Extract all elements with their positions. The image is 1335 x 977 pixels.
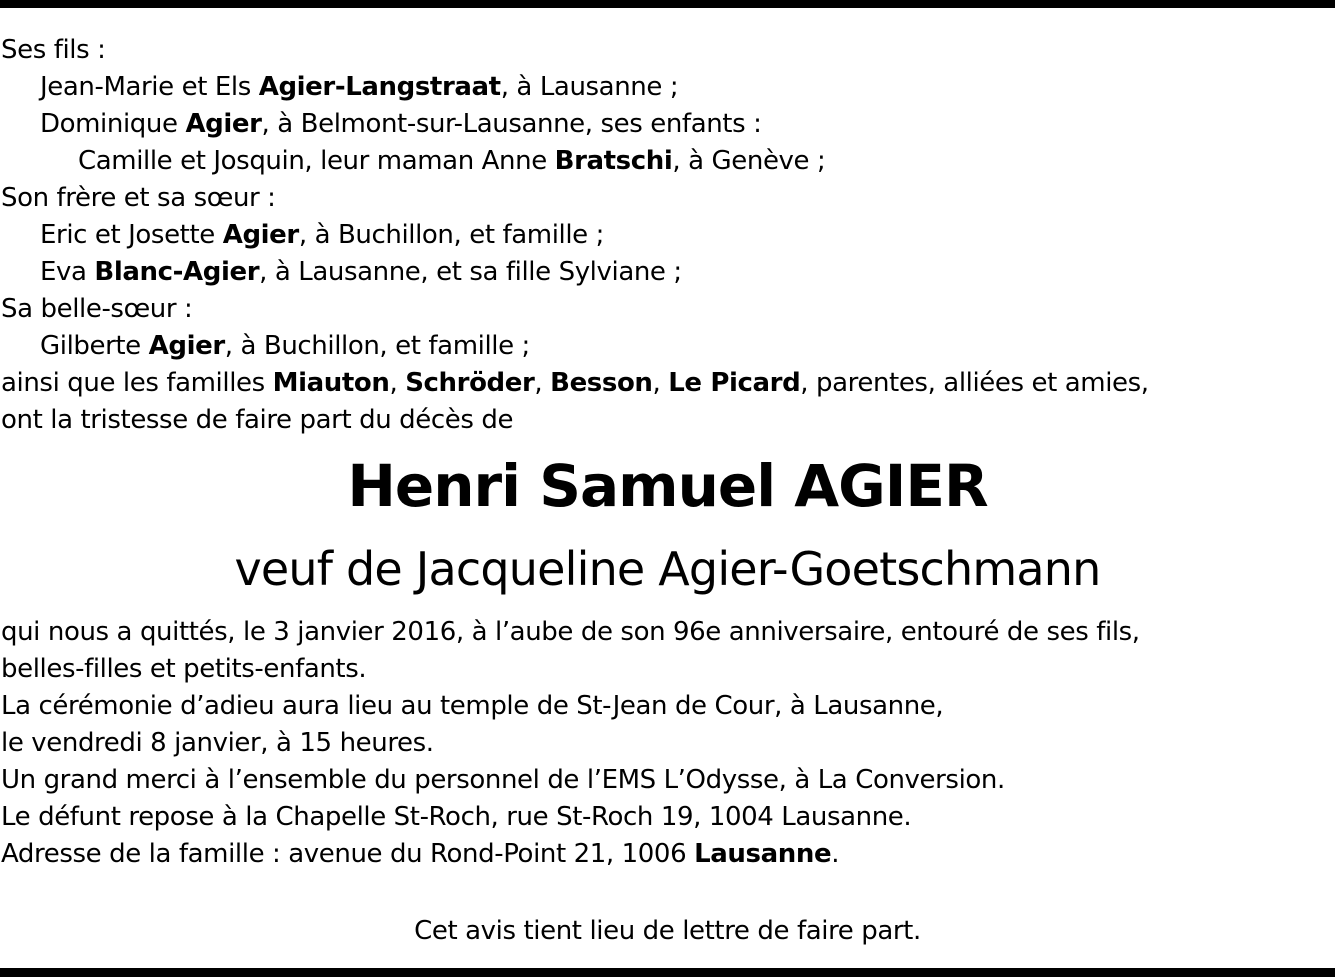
surname: Schröder xyxy=(405,368,535,398)
text: , xyxy=(652,368,669,398)
text: Camille et Josquin, leur maman Anne xyxy=(78,146,555,176)
details-line: le vendredi 8 janvier, à 15 heures. xyxy=(1,728,434,758)
sisterinlaw-heading: Sa belle-sœur : xyxy=(1,294,193,324)
bottom-border-rule xyxy=(0,968,1335,977)
families-line xyxy=(1,365,1331,402)
text: Dominique xyxy=(40,109,186,139)
siblings-heading: Son frère et sa sœur : xyxy=(1,183,276,213)
text: , xyxy=(389,368,406,398)
text: , à Buchillon, et famille ; xyxy=(298,220,605,250)
text: Eva xyxy=(40,257,95,287)
family-entry-sisterinlaw xyxy=(1,328,1331,365)
family-entry-brother xyxy=(1,217,1331,254)
deceased-subtitle: veuf de Jacqueline Agier-Goetschmann xyxy=(234,542,1101,596)
text: , à Belmont-sur-Lausanne, ses enfants : xyxy=(261,109,762,139)
text: , à Genève ; xyxy=(672,146,826,176)
details-line: belles-filles et petits-enfants. xyxy=(1,654,367,684)
family-entry-sister xyxy=(1,254,1331,291)
text: Eric et Josette xyxy=(40,220,223,250)
sons-heading: Ses fils : xyxy=(1,35,106,65)
text: Gilberte xyxy=(40,331,149,361)
deceased-name: Henri Samuel AGIER xyxy=(347,452,988,520)
text: . xyxy=(831,839,840,869)
family-entry-son1 xyxy=(1,69,1331,106)
city: Lausanne xyxy=(694,839,832,869)
surname: Agier xyxy=(148,331,225,361)
surname: Besson xyxy=(550,368,653,398)
text: , xyxy=(534,368,551,398)
text: , parentes, alliées et amies, xyxy=(800,368,1149,398)
surname: Bratschi xyxy=(554,146,673,176)
details-block xyxy=(1,614,1331,873)
announcement-line: ont la tristesse de faire part du décès de xyxy=(1,405,514,435)
footer-note: Cet avis tient lieu de lettre de faire part. xyxy=(414,916,921,946)
surname: Agier xyxy=(222,220,299,250)
details-line: La cérémonie d’adieu aura lieu au temple de St-Jean de Cour, à Lausanne, xyxy=(1,691,944,721)
text: , à Lausanne ; xyxy=(500,72,679,102)
family-address xyxy=(1,836,1331,873)
surname: Blanc-Agier xyxy=(94,257,260,287)
details-line: Un grand merci à l’ensemble du personnel de l’EMS L’Odysse, à La Conversion. xyxy=(1,765,1005,795)
text: , à Buchillon, et famille ; xyxy=(224,331,530,361)
family-entry-son2 xyxy=(1,106,1331,143)
details-line: Le défunt repose à la Chapelle St-Roch, rue St-Roch 19, 1004 Lausanne. xyxy=(1,802,912,832)
text: , à Lausanne, et sa fille Sylviane ; xyxy=(259,257,682,287)
family-entry-grandchildren xyxy=(1,143,1331,180)
surname: Le Picard xyxy=(668,368,801,398)
details-line: qui nous a quittés, le 3 janvier 2016, à l’aube de son 96e anniversaire, entouré de ses fils, xyxy=(1,617,1140,647)
surname: Miauton xyxy=(272,368,390,398)
surname: Agier xyxy=(185,109,262,139)
text: Jean-Marie et Els xyxy=(40,72,259,102)
family-list xyxy=(1,32,1331,439)
text: ainsi que les familles xyxy=(1,368,273,398)
text: Adresse de la famille : avenue du Rond-Point 21, 1006 xyxy=(1,839,695,869)
surname: Agier-Langstraat xyxy=(258,72,501,102)
top-border-rule xyxy=(0,0,1335,8)
